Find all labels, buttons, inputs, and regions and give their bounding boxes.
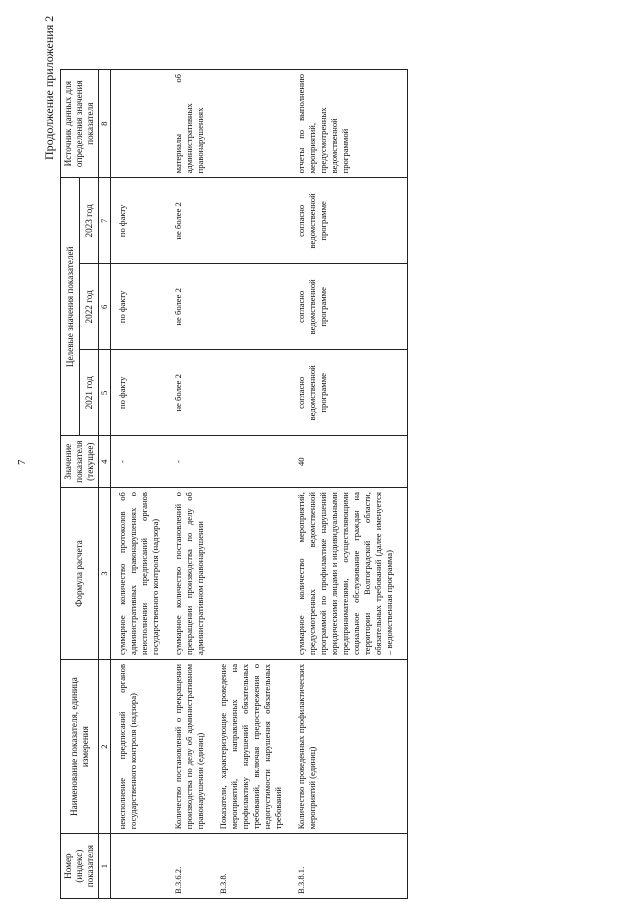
table-bottom-cell: [397, 350, 408, 436]
col-number: 6: [99, 264, 111, 350]
row-source: [111, 70, 164, 178]
row-number: В.3.8.1.: [286, 834, 397, 899]
row-2022: не более 2: [163, 264, 208, 350]
row-current: -: [163, 436, 208, 488]
row-source: материалы об административных правонарушениях: [163, 70, 208, 178]
row-name: Количество проведенных профилактических мероприятий (единиц): [286, 659, 397, 833]
row-source: отчеты по выполнению мероприятий, предусмотренных ведомственной программой: [286, 70, 397, 178]
column-numbers-row: [99, 70, 111, 899]
page-number: 7: [16, 459, 28, 465]
row-current: 40: [286, 436, 397, 488]
row-number: [111, 834, 164, 899]
row-2023: по факту: [111, 178, 164, 264]
col-number: 4: [99, 436, 111, 488]
row-name: неисполнение предписаний органов государственного контроля (надзора): [111, 659, 164, 833]
row-name: Количество постановлений о прекращении производства по делу об административном правонарушении (единиц): [163, 659, 208, 833]
row-2021: не более 2: [163, 350, 208, 436]
row-2021: согласно ведомственной программе: [286, 350, 397, 436]
row-formula: суммарное количество постановлений о прекращении производства по делу об административном правонарушении: [163, 488, 208, 660]
row-name: Показатели, характеризующие проведение мероприятий, направленных на профилактику нарушений обязательных требований, включая предостережения о недопустимости нарушения обязательных требований: [208, 659, 286, 833]
row-formula: суммарное количество мероприятий, предусмотренных ведомственной программой по профилактике нарушений юридическими лицами и индивидуальными предпринимателями, осуществляющими социальное обслуживание граждан на территории Волгоградской области, обязательных требований (далее именуется – ведомственная программа): [286, 488, 397, 660]
appendix-continuation: Продолжение приложения 2: [42, 15, 56, 160]
row-formula: суммарное количество протоколов об административных правонарушениях о неисполнении предписаний органов государственного контроля (надзора): [111, 488, 164, 660]
table-bottom-cell: [397, 659, 408, 833]
indicators-table: [60, 69, 408, 899]
row-2022: согласно ведомственной программе: [286, 264, 397, 350]
header-2021: 2021 год: [80, 350, 99, 436]
table-bottom-cell: [397, 834, 408, 899]
col-number: 5: [99, 350, 111, 436]
row-source: [208, 70, 286, 178]
row-2021: по факту: [111, 350, 164, 436]
row-2023: не более 2: [163, 178, 208, 264]
header-2022: 2022 год: [80, 264, 99, 350]
table-bottom-cell: [397, 488, 408, 660]
table-row: [163, 70, 208, 899]
row-2021: [208, 350, 286, 436]
table-bottom-cell: [397, 70, 408, 178]
header-2023: 2023 год: [80, 178, 99, 264]
col-number: 7: [99, 178, 111, 264]
header-targets: Целевые значения показателей: [61, 178, 80, 436]
header-formula: Формула расчета: [61, 488, 99, 660]
col-number: 2: [99, 659, 111, 833]
header-row-1: [61, 70, 80, 899]
row-2022: [208, 264, 286, 350]
row-2023: согласно ведомственной программе: [286, 178, 397, 264]
header-current: Значение показателя (текущее): [61, 436, 99, 488]
col-number: 8: [99, 70, 111, 178]
row-number: В.3.8.: [208, 834, 286, 899]
row-number: В.3.6.2.: [163, 834, 208, 899]
table-bottom-edge: [397, 70, 408, 899]
col-number: 3: [99, 488, 111, 660]
table-bottom-cell: [397, 436, 408, 488]
table-row: [208, 70, 286, 899]
header-source: Источник данных для определения значения показателя: [61, 70, 99, 178]
table-row: [286, 70, 397, 899]
row-current: [208, 436, 286, 488]
table-bottom-cell: [397, 178, 408, 264]
table-bottom-cell: [397, 264, 408, 350]
header-number: Номер (индекс) показателя: [61, 834, 99, 899]
header-name: Наименование показателя, единица измерения: [61, 659, 99, 833]
row-formula: [208, 488, 286, 660]
row-2023: [208, 178, 286, 264]
col-number: 1: [99, 834, 111, 899]
row-2022: по факту: [111, 264, 164, 350]
row-current: -: [111, 436, 164, 488]
table-row: [111, 70, 164, 899]
